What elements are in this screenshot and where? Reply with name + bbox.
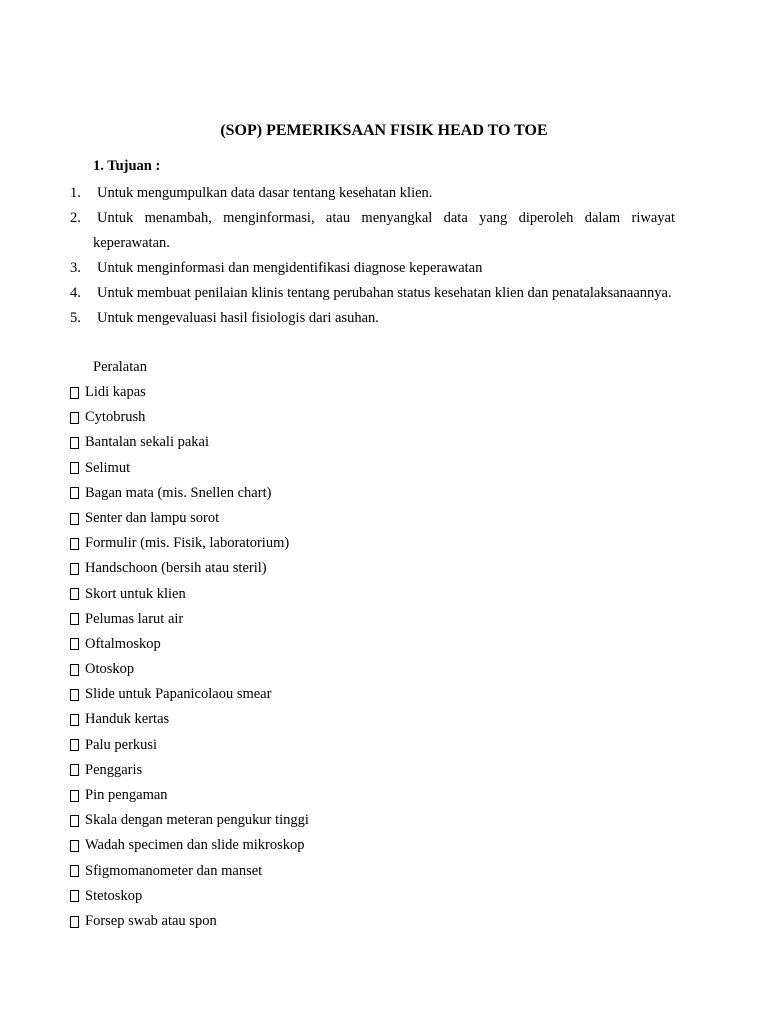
goal-item [0, 256, 768, 281]
equipment-item [70, 733, 309, 758]
equipment-item [70, 657, 309, 682]
goals-list [0, 181, 768, 331]
checkbox-square-icon [70, 462, 79, 474]
equipment-item [70, 556, 309, 581]
checkbox-square-icon [70, 664, 79, 676]
equipment-item [70, 859, 309, 884]
equipment-label: Skort untuk klien [85, 585, 186, 602]
checkbox-square-icon [70, 487, 79, 499]
equipment-item [70, 808, 309, 833]
equipment-item [70, 758, 309, 783]
document-title: (SOP) PEMERIKSAAN FISIK HEAD TO TOE [220, 122, 548, 139]
equipment-item [70, 884, 309, 909]
checkbox-square-icon [70, 815, 79, 827]
goal-item [0, 206, 768, 256]
equipment-label: Skala dengan meteran pengukur tinggi [85, 812, 309, 829]
equipment-item [70, 707, 309, 732]
equipment-item [70, 531, 309, 556]
checkbox-square-icon [70, 588, 79, 600]
equipment-item [70, 380, 309, 405]
goal-number: 5. [70, 310, 81, 326]
equipment-label: Sfigmomanometer dan manset [85, 862, 263, 879]
goal-item [0, 181, 768, 206]
equipment-label: Otoskop [85, 661, 135, 678]
goals-heading: 1. Tujuan : [93, 158, 161, 174]
equipment-item [70, 456, 309, 481]
equipment-label: Formulir (mis. Fisik, laboratorium) [85, 535, 290, 552]
equipment-item [70, 582, 309, 607]
checkbox-square-icon [70, 638, 79, 650]
checkbox-square-icon [70, 412, 79, 424]
equipment-label: Bagan mata (mis. Snellen chart) [85, 484, 272, 501]
equipment-item [70, 833, 309, 858]
checkbox-square-icon [70, 538, 79, 550]
checkbox-square-icon [70, 513, 79, 525]
checkbox-square-icon [70, 890, 79, 902]
goal-text: Untuk membuat penilaian klinis tentang perubahan status kesehatan klien dan penatalaksanaannya. [97, 285, 672, 301]
equipment-label: Oftalmoskop [85, 635, 161, 652]
goal-text: Untuk mengumpulkan data dasar tentang kesehatan klien. [97, 185, 433, 201]
equipment-item [70, 481, 309, 506]
equipment-label: Pin pengaman [85, 787, 168, 803]
equipment-label: Forsep swab atau spon [85, 912, 217, 929]
checkbox-square-icon [70, 437, 79, 449]
checkbox-square-icon [70, 714, 79, 726]
goal-item [0, 306, 768, 331]
checkbox-square-icon [70, 764, 79, 776]
checkbox-square-icon [70, 916, 79, 928]
equipment-label: Bantalan sekali pakai [85, 434, 210, 451]
equipment-label: Palu perkusi [85, 736, 158, 753]
checkbox-square-icon [70, 840, 79, 852]
equipment-label: Handschoon (bersih atau steril) [85, 560, 267, 577]
equipment-heading: Peralatan [93, 359, 147, 375]
checkbox-square-icon [70, 865, 79, 877]
goal-text: Untuk menginformasi dan mengidentifikasi diagnose keperawatan [97, 260, 483, 276]
equipment-label: Wadah specimen dan slide mikroskop [85, 837, 305, 854]
equipment-label: Penggaris [85, 761, 143, 778]
checkbox-square-icon [70, 387, 79, 399]
equipment-label: Lidi kapas [85, 384, 146, 400]
equipment-item [70, 783, 309, 808]
equipment-item [70, 430, 309, 455]
equipment-item [70, 506, 309, 531]
goal-number: 2. [70, 210, 81, 226]
equipment-list [70, 380, 309, 934]
checkbox-square-icon [70, 790, 79, 802]
equipment-item [70, 405, 309, 430]
checkbox-square-icon [70, 563, 79, 575]
equipment-item [70, 909, 309, 934]
equipment-item [70, 607, 309, 632]
equipment-item [70, 632, 309, 657]
goal-text: Untuk mengevaluasi hasil fisiologis dari asuhan. [97, 310, 379, 326]
goal-text: Untuk menambah, menginformasi, atau menyangkal data yang diperoleh dalam riwayat keperawatan. [93, 210, 675, 251]
equipment-label: Stetoskop [85, 887, 143, 904]
equipment-label: Senter dan lampu sorot [85, 509, 220, 526]
checkbox-square-icon [70, 613, 79, 625]
equipment-label: Selimut [85, 459, 131, 476]
goal-number: 3. [70, 260, 81, 276]
equipment-label: Cytobrush [85, 409, 146, 426]
equipment-label: Slide untuk Papanicolaou smear [85, 686, 272, 703]
checkbox-square-icon [70, 689, 79, 701]
goal-number: 4. [70, 285, 81, 301]
equipment-label: Handuk kertas [85, 711, 170, 728]
goal-item [0, 281, 768, 306]
equipment-item [70, 682, 309, 707]
goal-number: 1. [70, 185, 81, 201]
equipment-label: Pelumas larut air [85, 610, 184, 627]
checkbox-square-icon [70, 739, 79, 751]
